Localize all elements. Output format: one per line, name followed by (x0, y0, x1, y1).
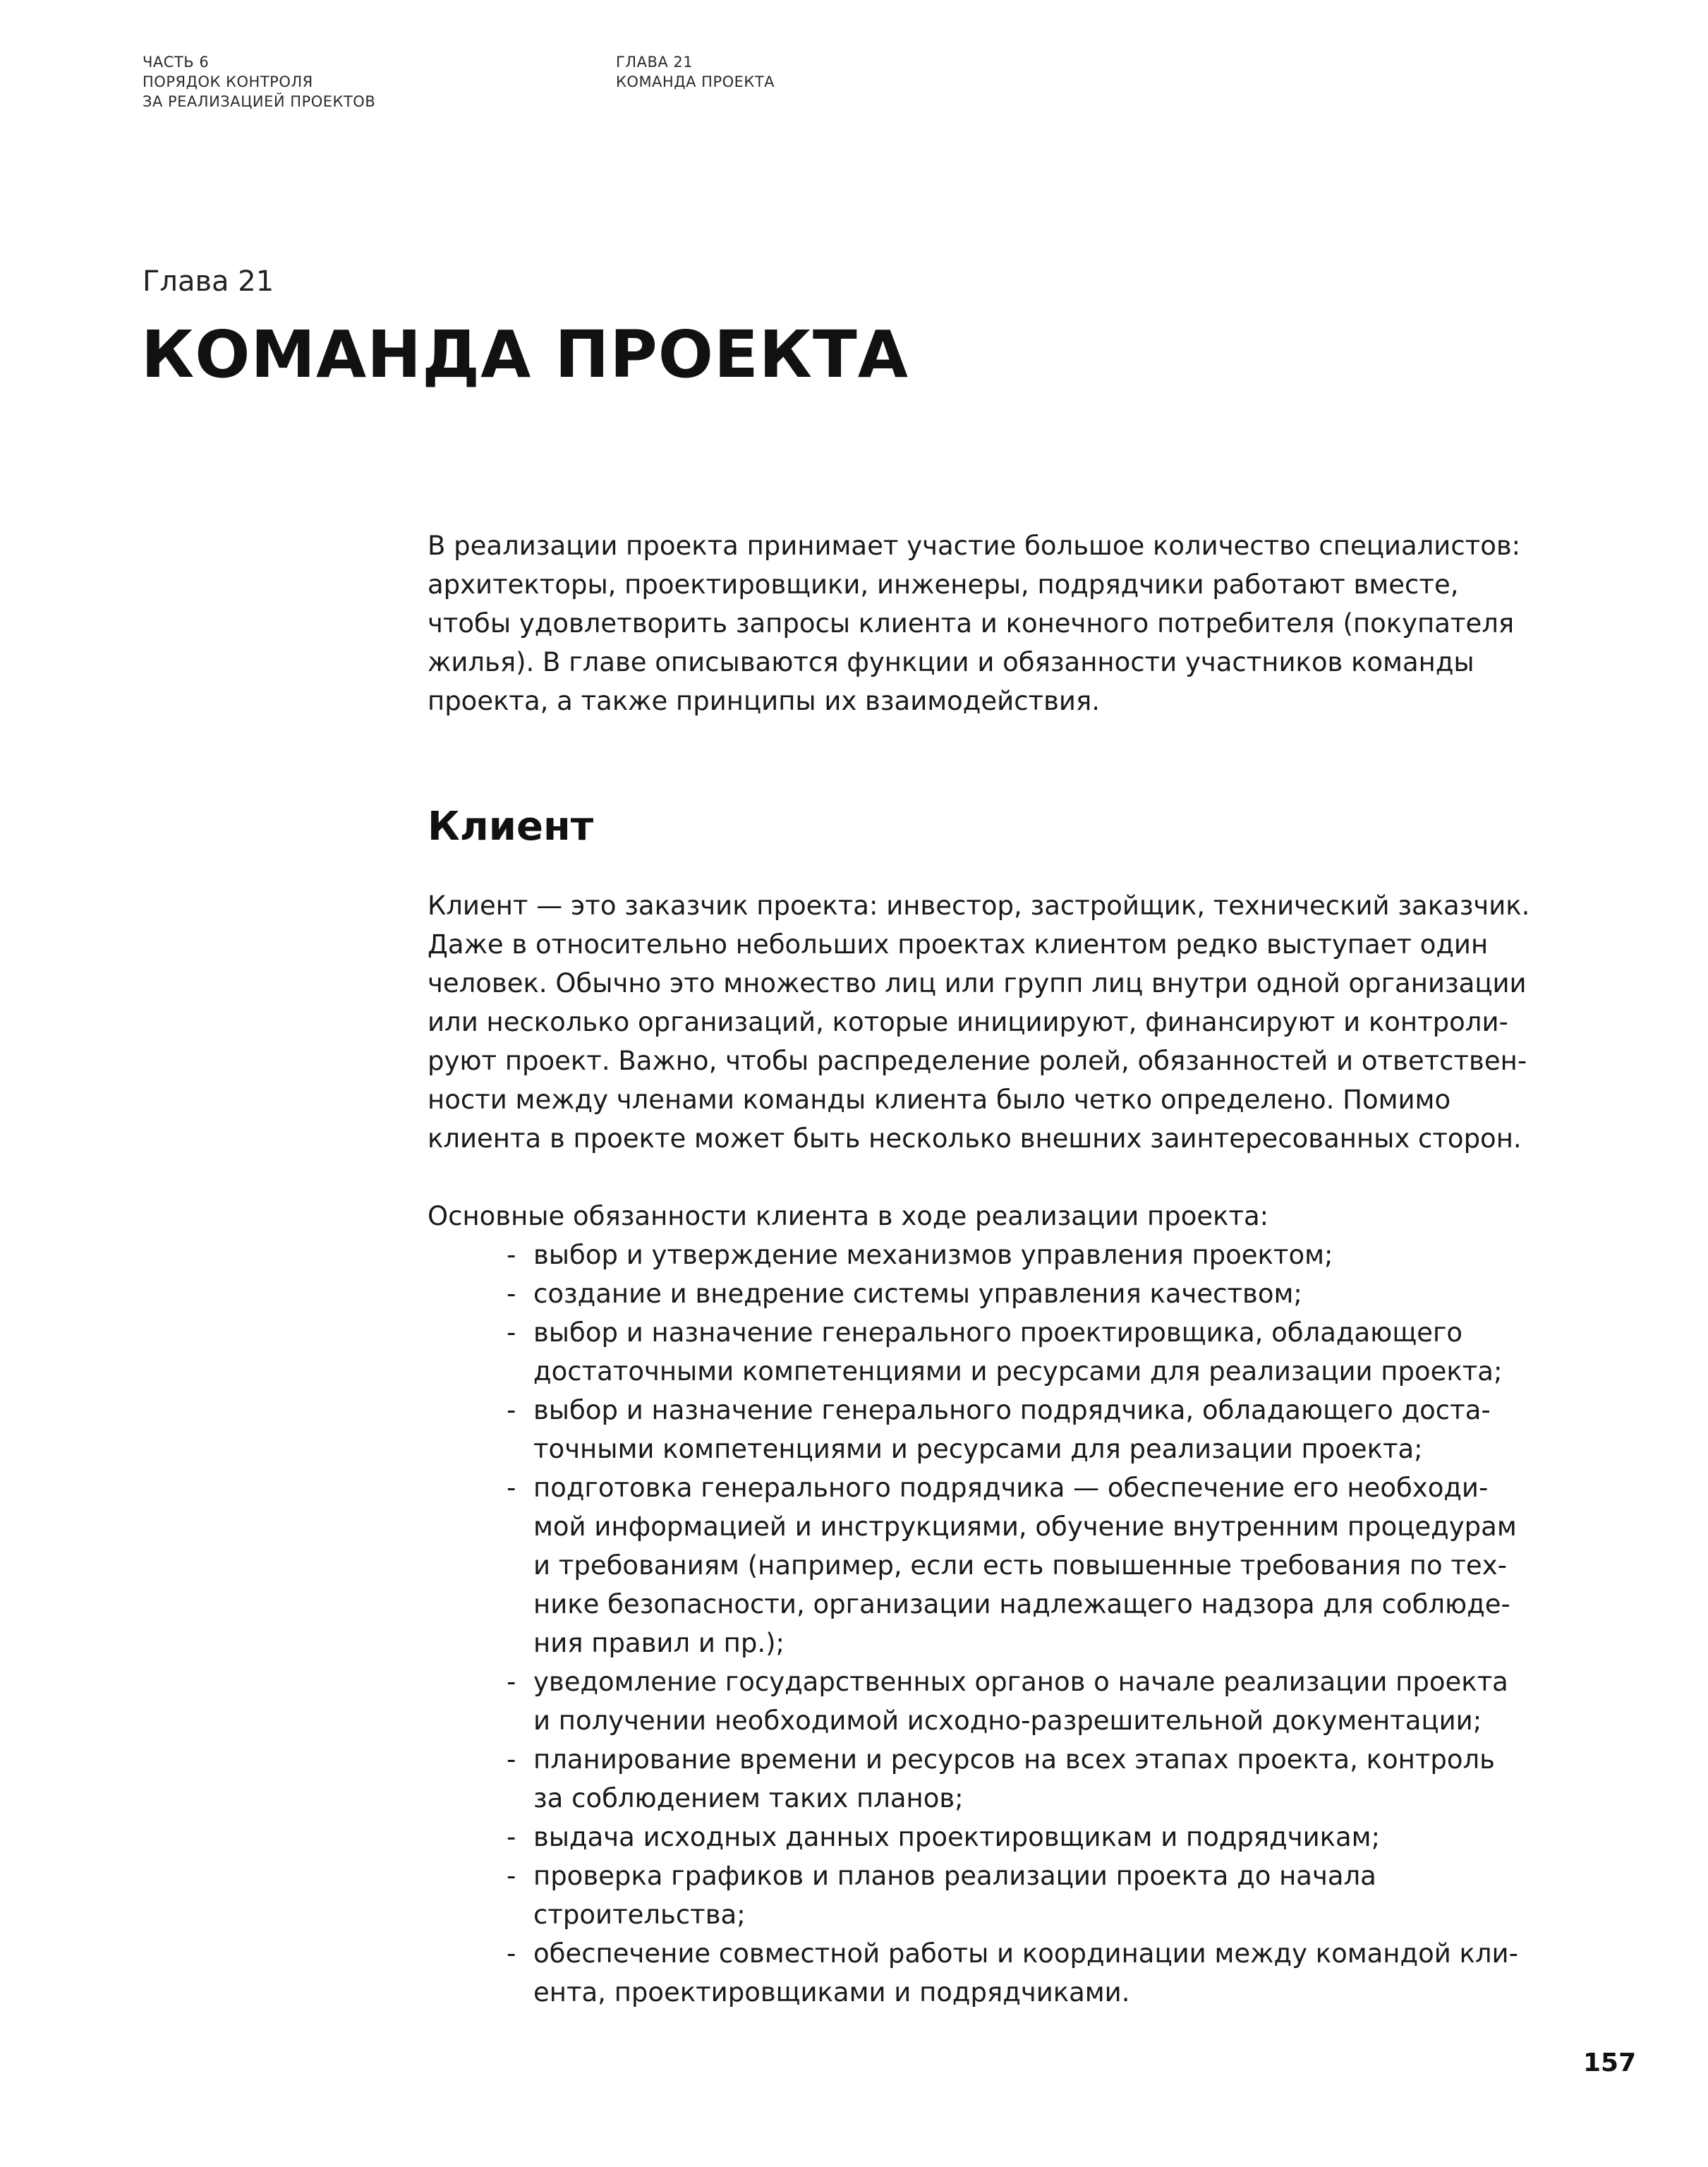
list-bullet: - (507, 1861, 516, 1891)
text-line: выбор и утверждение механизмов управления проектом; (533, 1240, 1333, 1270)
duties-intro: Основные обязанности клиента в ходе реализации проекта: (428, 1201, 1269, 1231)
list-bullet: - (507, 1240, 516, 1270)
text-line: мой информацией и инструкциями, обучение внутренним процедурам (533, 1511, 1517, 1542)
running-head-line: ЧАСТЬ 6 (143, 54, 210, 71)
text-line: строительства; (533, 1900, 746, 1930)
text-line: В реализации проекта принимает участие большое количество специалистов: (428, 531, 1521, 561)
text-line: архитекторы, проектировщики, инженеры, подрядчики работают вместе, (428, 569, 1459, 600)
list-item (428, 1740, 1549, 1818)
section-heading-client: Клиент (428, 804, 594, 850)
list-bullet: - (507, 1473, 516, 1503)
running-head-part (143, 52, 375, 111)
text-line: выбор и назначение генерального подрядчика, обладающего доста- (533, 1395, 1491, 1425)
duties-list (428, 1236, 1549, 2012)
text-line: и получении необходимой исходно-разрешительной документации; (533, 1706, 1482, 1736)
running-head-line: ПОРЯДОК КОНТРОЛЯ (143, 73, 313, 90)
list-item (428, 1391, 1549, 1468)
list-bullet: - (507, 1667, 516, 1697)
list-bullet: - (507, 1279, 516, 1309)
text-line: или несколько организаций, которые инициируют, финансируют и контроли- (428, 1007, 1508, 1037)
list-item (428, 1274, 1549, 1313)
text-line: ента, проектировщиками и подрядчиками. (533, 1977, 1130, 2008)
text-line: уведомление государственных органов о начале реализации проекта (533, 1667, 1508, 1697)
text-line: проверка графиков и планов реализации проекта до начала (533, 1861, 1376, 1891)
text-line: точными компетенциями и ресурсами для реализации проекта; (533, 1434, 1423, 1464)
text-line: проекта, а также принципы их взаимодействия. (428, 686, 1100, 716)
chapter-title: КОМАНДА ПРОЕКТА (141, 317, 909, 392)
text-line: достаточными компетенциями и ресурсами для реализации проекта; (533, 1356, 1503, 1387)
running-head-line: КОМАНДА ПРОЕКТА (616, 73, 775, 90)
text-line: Даже в относительно небольших проектах клиентом редко выступает один (428, 929, 1489, 960)
text-line: клиента в проекте может быть несколько внешних заинтересованных сторон. (428, 1123, 1522, 1154)
list-item (428, 1818, 1549, 1857)
list-item (428, 1236, 1549, 1274)
text-line: выдача исходных данных проектировщикам и подрядчикам; (533, 1822, 1381, 1852)
list-bullet: - (507, 1744, 516, 1775)
page-number: 157 (1583, 2048, 1637, 2077)
text-line: человек. Обычно это множество лиц или групп лиц внутри одной организации (428, 968, 1527, 998)
text-line: нике безопасности, организации надлежащего надзора для соблюде- (533, 1589, 1510, 1619)
chapter-body (428, 526, 1549, 2012)
list-item (428, 1662, 1549, 1740)
running-head-line: ГЛАВА 21 (616, 54, 694, 71)
list-bullet: - (507, 1395, 516, 1425)
text-line: подготовка генерального подрядчика — обеспечение его необходи- (533, 1473, 1489, 1503)
text-line: за соблюдением таких планов; (533, 1783, 964, 1813)
text-line: Клиент — это заказчик проекта: инвестор, застройщик, технический заказчик. (428, 891, 1530, 921)
list-item (428, 1313, 1549, 1391)
list-item (428, 1934, 1549, 2012)
text-line: жилья). В главе описываются функции и обязанности участников команды (428, 647, 1474, 677)
client-paragraph (428, 886, 1549, 1158)
text-line: создание и внедрение системы управления качеством; (533, 1279, 1302, 1309)
list-bullet: - (507, 1317, 516, 1348)
list-item (428, 1468, 1549, 1662)
running-head-line: ЗА РЕАЛИЗАЦИЕЙ ПРОЕКТОВ (143, 93, 376, 110)
text-line: и требованиям (например, если есть повышенные требования по тех- (533, 1550, 1507, 1581)
list-item (428, 1857, 1549, 1934)
text-line: ности между членами команды клиента было четко определено. Помимо (428, 1085, 1451, 1115)
text-line: обеспечение совместной работы и координации между командой кли- (533, 1938, 1518, 1969)
list-bullet: - (507, 1822, 516, 1852)
list-bullet: - (507, 1938, 516, 1969)
text-line: ния правил и пр.); (533, 1628, 785, 1658)
text-line: чтобы удовлетворить запросы клиента и конечного потребителя (покупателя (428, 608, 1515, 639)
text-line: выбор и назначение генерального проектировщика, обладающего (533, 1317, 1463, 1348)
chapter-label: Глава 21 (143, 265, 274, 298)
text-line: руют проект. Важно, чтобы распределение ролей, обязанностей и ответствен- (428, 1046, 1527, 1076)
running-head-chapter (616, 52, 775, 92)
intro-paragraph (428, 526, 1549, 720)
text-line: планирование времени и ресурсов на всех этапах проекта, контроль (533, 1744, 1495, 1775)
